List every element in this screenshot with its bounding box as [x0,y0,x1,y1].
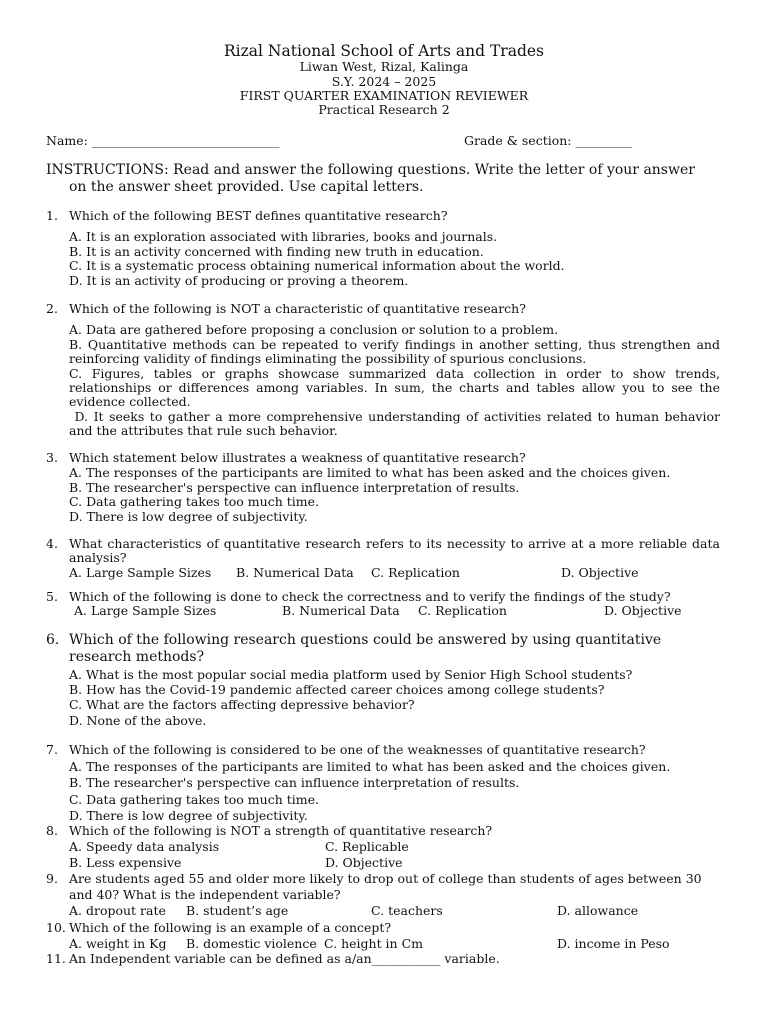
option-b: B. How has the Covid-19 pandemic affected career choices among college students? [69,682,605,698]
question-5 [46,590,720,620]
option-d: D. Objective [561,564,639,580]
question-number: 2. [46,301,58,316]
question-4 [46,537,720,581]
option-c: C. Figures, tables or graphs showcase summarized data collection in order to show trends, relationships or differences among variables. In sum, the charts and tables allow you to see the evidence collected. [69,365,720,410]
option-b: B. The researcher's perspective can influence interpretation of results. [69,479,520,495]
question-number: 5. [46,589,58,604]
question-text: Which of the following BEST defines quantitative research? [69,208,448,223]
question-options [69,322,724,439]
question-1 [46,209,720,288]
option-a: A. What is the most popular social media platform used by Senior High School students? [69,667,633,682]
question-number: 11. [46,951,66,966]
option-c: C. Replicable [325,839,409,855]
question-options [74,604,720,620]
name-field: Name: ______________________________ [46,133,280,148]
option-c: C. What are the factors affecting depressive behavior? [69,697,415,713]
question-options [69,667,720,728]
question-options [69,466,720,524]
question-number: 6. [46,632,60,648]
option-c: C. height in Cm [324,936,423,952]
option-b: B. Quantitative methods can be repeated to verify findings in another setting, thus strengthen and reinforcing validity of findings eliminating the possibility of spurious conclusions. [69,336,720,367]
subject-title: Practical Research 2 [318,102,450,117]
option-a: A. The responses of the participants are limited to what has been asked and the choices given. [69,759,671,775]
option-a: A. dropout rate [69,903,166,919]
option-c: C. Data gathering takes too much time. [69,791,319,807]
school-address: Liwan West, Rizal, Kalinga [299,59,469,74]
question-options [69,566,720,582]
option-d: D. There is low degree of subjectivity. [69,508,308,524]
question-text: Which of the following is considered to be one of the weaknesses of quantitative research? [69,742,646,757]
option-d: D. It is an activity of producing or proving a theorem. [69,272,409,288]
grade-section-field: Grade & section: _________ [464,133,632,148]
question-number: 9. [46,871,58,886]
option-a: A. The responses of the participants are limited to what has been asked and the choices given. [69,465,671,481]
option-c: C. Replication [418,603,507,619]
question-text: Which of the following is an example of a concept? [69,920,392,935]
option-b: B. Numerical Data [236,564,354,580]
option-c: C. Data gathering takes too much time. [69,494,319,510]
question-text: Which statement below illustrates a weakness of quantitative research? [69,450,526,465]
option-c: C. It is a systematic process obtaining numerical information about the world. [69,258,565,274]
question-number: 7. [46,742,58,757]
option-c: C. teachers [371,903,443,919]
instructions [46,162,720,195]
question-text: An Independent variable can be defined as a/an___________ variable. [69,951,500,966]
question-11 [46,951,720,967]
question-6 [46,632,720,728]
option-d: D. Objective [325,855,403,871]
question-text: Which of the following is NOT a strength of quantitative research? [69,823,493,838]
question-number: 3. [46,450,58,465]
option-b: B. domestic violence [186,936,317,952]
option-a: A. Large Sample Sizes [74,603,217,619]
option-b: B. Less expensive [69,855,182,871]
question-8 [46,823,720,872]
question-10 [46,920,720,952]
option-d: D. There is low degree of subjectivity. [69,807,308,823]
question-2 [46,301,724,439]
question-number: 4. [46,536,58,551]
question-7 [46,742,720,824]
question-options [69,936,720,952]
question-text: Are students aged 55 and older more likely to drop out of college than students of ages between 30 and 40? What is the independent variable? [69,871,702,903]
question-options [69,903,720,919]
option-a: A. Data are gathered before proposing a conclusion or solution to a problem. [69,322,559,338]
option-d: D. Objective [604,603,682,619]
option-a: A. Speedy data analysis [69,839,220,855]
option-c: C. Replication [371,564,460,580]
option-d: D. income in Peso [557,936,670,952]
option-b: B. Numerical Data [282,603,400,619]
question-text: Which of the following is NOT a characteristic of quantitative research? [69,301,526,316]
question-9 [46,871,720,920]
question-text: Which of the following is done to check the correctness and to verify the findings of the study? [69,589,671,604]
instructions-line-2: on the answer sheet provided. Use capital letters. [69,178,424,195]
option-d: D. It seeks to gather a more comprehensive understanding of activities related to human behavior and the attributes that rule such behavior. [69,408,724,439]
option-a: A. weight in Kg [69,936,167,952]
option-b: B. The researcher's perspective can influence interpretation of results. [69,775,520,791]
exam-title: FIRST QUARTER EXAMINATION REVIEWER [239,88,529,103]
instructions-line-1: INSTRUCTIONS: Read and answer the following questions. Write the letter of your answer [46,162,695,178]
school-name: Rizal National School of Arts and Trades [224,42,544,60]
question-text: What characteristics of quantitative research refers to its necessity to arrive at a more reliable data analysis? [69,536,720,566]
question-number: 8. [46,823,58,838]
question-3 [46,451,720,524]
option-a: A. It is an exploration associated with libraries, books and journals. [69,229,498,245]
school-year: S.Y. 2024 – 2025 [331,74,437,89]
option-b: B. student’s age [186,903,289,919]
question-number: 1. [46,208,58,223]
option-a: A. Large Sample Sizes [69,564,212,580]
option-d: D. allowance [557,903,639,919]
question-options [69,230,720,288]
option-b: B. It is an activity concerned with finding new truth in education. [69,243,484,259]
question-options [69,759,720,824]
question-number: 10. [46,920,66,935]
question-text: Which of the following research questions could be answered by using quantitative research methods? [69,632,662,665]
option-d: D. None of the above. [69,712,207,728]
